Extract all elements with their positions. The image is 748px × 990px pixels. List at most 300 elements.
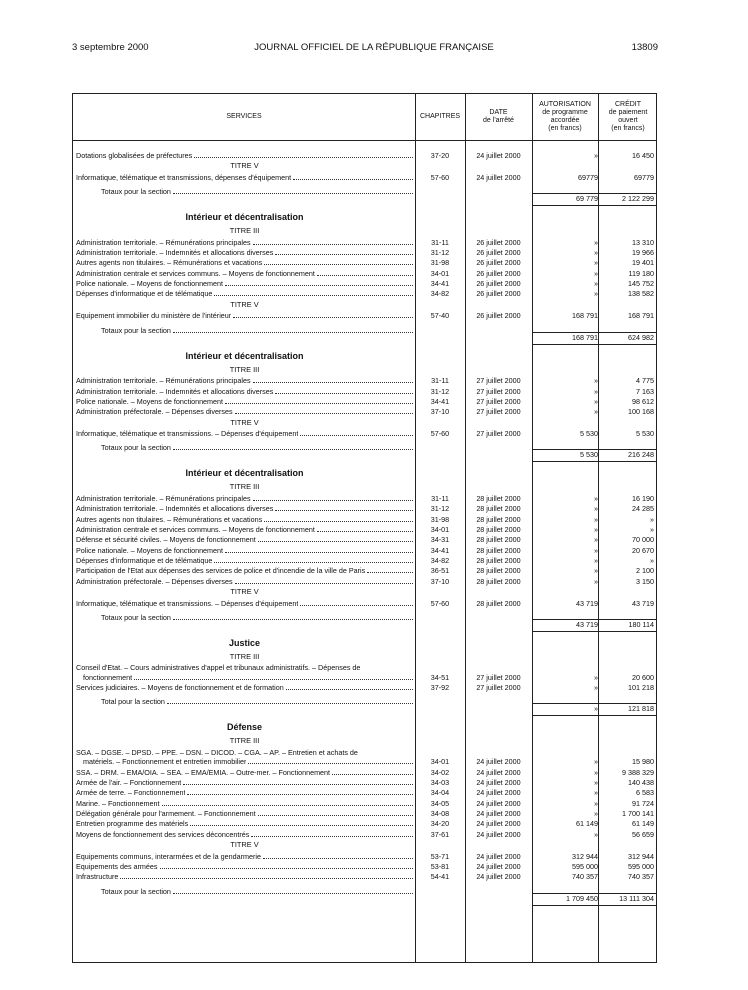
credit-amount: 140 438 (628, 778, 654, 787)
arrete-date: 24 juillet 2000 (476, 851, 521, 861)
service-text: Administration territoriale. – Indemnités et allocations diverses (76, 386, 274, 396)
service-label (76, 872, 413, 882)
credit-amount: 2 100 (636, 566, 654, 576)
credit-amount: 119 180 (628, 268, 654, 278)
chapter-number: 34-41 (430, 545, 450, 555)
service-label (76, 768, 413, 778)
credit-amount: 6 583 (636, 788, 654, 798)
service-text: Administration territoriale. – Rémunérations principales (76, 376, 251, 386)
block-divider (532, 205, 656, 206)
dot-leader (173, 887, 413, 894)
arrete-date: 28 juillet 2000 (476, 514, 521, 524)
service-label (76, 577, 413, 587)
arrete-date: 28 juillet 2000 (476, 545, 521, 555)
total-credit: 216 248 (628, 450, 654, 460)
dot-leader (286, 683, 413, 690)
service-label: Conseil d'Etat. – Cours administratives d'appel et tribunaux administratifs. – Dépenses de (76, 663, 361, 673)
credit-amount: » (650, 556, 654, 565)
credit-amount: 1 700 141 (622, 809, 654, 819)
total-text: Totaux pour la section (101, 443, 171, 453)
service-text: Dépenses d'informatique et de télématique (76, 289, 213, 299)
service-text: Dotations globalisées de préfectures (76, 151, 193, 160)
autorisation-amount: » (594, 545, 598, 555)
service-text: Moyens de fonctionnement des services déconcentrés (76, 829, 250, 839)
credit-amount: » (650, 524, 654, 534)
section-title: Intérieur et décentralisation (185, 350, 304, 361)
service-text: fonctionnement (83, 672, 133, 682)
block-divider (532, 461, 656, 462)
chapter-number: 37-10 (430, 407, 450, 417)
arrete-date: 26 juillet 2000 (476, 289, 521, 299)
autorisation-amount: » (594, 407, 598, 417)
arrete-date: 24 juillet 2000 (476, 788, 521, 798)
autorisation-amount: » (594, 576, 598, 586)
service-text: Informatique, télématique et transmissions, dépenses d'équipement (76, 172, 292, 182)
service-label (76, 799, 413, 809)
autorisation-amount: 595 000 (572, 861, 598, 871)
service-label (76, 862, 413, 872)
arrete-date: 26 juillet 2000 (476, 248, 521, 258)
service-text: Administration préfectorale. – Dépenses diverses (76, 576, 233, 586)
total-autorisation: 1 709 450 (566, 893, 598, 903)
dot-leader (173, 613, 413, 620)
credit-amount: 168 791 (628, 311, 654, 321)
credit-amount: 145 752 (628, 279, 654, 289)
autorisation-amount: » (594, 514, 598, 524)
arrete-date: 24 juillet 2000 (476, 809, 521, 819)
credits-table (72, 93, 657, 963)
service-text: Police nationale. – Moyens de fonctionnement (76, 279, 224, 289)
arrete-date: 24 juillet 2000 (476, 767, 521, 777)
autorisation-amount: » (594, 493, 598, 503)
service-text: Equipement immobilier du ministère de l'intérieur (76, 311, 232, 321)
titre-heading: TITRE III (229, 651, 260, 661)
service-label (76, 407, 413, 417)
service-label (76, 683, 413, 693)
arrete-date: 24 juillet 2000 (476, 829, 521, 839)
credit-amount: 70 000 (632, 535, 654, 545)
service-label (76, 397, 413, 407)
chapter-number: 31-98 (430, 258, 450, 268)
autorisation-amount: » (594, 829, 598, 839)
credit-amount: 61 149 (632, 819, 654, 829)
credit-amount: 740 357 (628, 872, 654, 882)
arrete-date: 28 juillet 2000 (476, 524, 521, 534)
credit-amount: 7 163 (636, 386, 654, 396)
credit-amount: 19 401 (632, 258, 654, 268)
autorisation-amount: » (594, 809, 598, 819)
autorisation-amount: 43 719 (576, 598, 598, 608)
titre-heading: TITRE III (229, 736, 260, 746)
chapter-number: 57-60 (430, 598, 450, 608)
credit-amount: 20 600 (632, 672, 654, 682)
section-total-label (101, 326, 413, 336)
chapter-number: 53-71 (430, 851, 450, 861)
arrete-date: 28 juillet 2000 (476, 493, 521, 503)
arrete-date: 24 juillet 2000 (476, 151, 521, 160)
arrete-date: 27 juillet 2000 (476, 386, 521, 396)
service-text: Equipements communs, interarmées et de la gendarmerie (76, 851, 261, 861)
chapter-number: 57-40 (430, 311, 450, 321)
service-text: Dépenses d'informatique et de télématique (76, 556, 213, 565)
dot-leader (253, 238, 413, 245)
arrete-date: 24 juillet 2000 (476, 757, 521, 767)
dot-leader (173, 326, 413, 333)
block-divider (532, 631, 656, 632)
credit-amount: 69779 (634, 172, 654, 182)
autorisation-amount: 61 149 (576, 819, 598, 829)
service-label-continued (83, 673, 413, 683)
service-label (76, 852, 413, 862)
arrete-date: 28 juillet 2000 (476, 535, 521, 545)
arrete-date: 28 juillet 2000 (476, 556, 521, 565)
service-text: Administration territoriale. – Indemnités et allocations diverses (76, 248, 274, 258)
chapter-number: 34-41 (430, 279, 450, 289)
column-header-date: DATE de l'arrêté (483, 109, 514, 124)
header-title: JOURNAL OFFICIEL DE LA RÉPUBLIQUE FRANÇAISE (254, 42, 494, 53)
total-credit: 180 114 (628, 619, 654, 629)
block-divider (532, 715, 656, 716)
autorisation-amount: 69779 (578, 172, 598, 182)
dot-leader (264, 258, 413, 265)
chapter-number: 34-41 (430, 396, 450, 406)
section-total-label (101, 697, 413, 707)
section-title: Intérieur et décentralisation (185, 212, 304, 223)
service-label (76, 151, 413, 161)
autorisation-amount: » (594, 767, 598, 777)
service-text: Administration centrale et services communs. – Moyens de fonctionnement (76, 524, 315, 534)
credit-amount: 24 285 (632, 504, 654, 514)
titre-heading: TITRE V (230, 840, 259, 850)
autorisation-amount: 168 791 (572, 311, 598, 321)
column-header-services: SERVICES (226, 113, 262, 120)
service-label (76, 546, 413, 556)
service-text: Participation de l'Etat aux dépenses des services de police et d'incendie de la ville de Paris (76, 566, 366, 576)
total-credit: 121 818 (628, 704, 654, 714)
credit-amount: 9 388 329 (622, 767, 654, 777)
dot-leader (134, 673, 413, 680)
service-label (76, 311, 413, 321)
chapter-number: 57-60 (430, 429, 450, 439)
credit-amount: 16 450 (632, 151, 654, 160)
dot-leader (258, 809, 413, 816)
dot-leader (264, 515, 413, 522)
service-label (76, 289, 413, 299)
chapter-number: 34-02 (430, 767, 450, 777)
dot-leader (225, 546, 413, 553)
dot-leader (214, 556, 413, 563)
titre-heading: TITRE V (230, 587, 259, 597)
dot-leader (173, 187, 413, 194)
total-text: Totaux pour la section (101, 325, 171, 335)
credit-amount: 5 530 (636, 429, 654, 439)
header-divider (73, 140, 656, 141)
dot-leader (263, 852, 413, 859)
chapter-number: 34-51 (430, 672, 450, 682)
chapter-number: 31-12 (430, 248, 450, 258)
total-text: Total pour la section (101, 697, 165, 707)
service-label (76, 556, 413, 566)
arrete-date: 26 juillet 2000 (476, 311, 521, 321)
autorisation-amount: » (594, 258, 598, 268)
dot-leader (275, 248, 413, 255)
autorisation-amount: 740 357 (572, 872, 598, 882)
arrete-date: 26 juillet 2000 (476, 268, 521, 278)
chapter-number: 37-92 (430, 683, 450, 693)
total-autorisation: 43 719 (576, 619, 598, 629)
arrete-date: 27 juillet 2000 (476, 683, 521, 693)
service-text: Police nationale. – Moyens de fonctionnement (76, 396, 224, 406)
section-total-label (101, 613, 413, 623)
arrete-date: 24 juillet 2000 (476, 778, 521, 787)
dot-leader (293, 173, 413, 180)
credit-amount: 98 612 (632, 396, 654, 406)
service-text: Infrastructure (76, 872, 119, 882)
dot-leader (275, 504, 413, 511)
dot-leader (317, 525, 413, 532)
arrete-date: 28 juillet 2000 (476, 598, 521, 608)
service-text: Armée de l'air. – Fonctionnement (76, 778, 182, 787)
total-credit: 2 122 299 (622, 194, 654, 204)
service-label (76, 599, 413, 609)
credit-amount: 19 966 (632, 248, 654, 258)
service-text: Equipements des armées (76, 861, 158, 871)
autorisation-amount: » (594, 248, 598, 258)
chapter-number: 34-82 (430, 556, 450, 565)
autorisation-amount: » (594, 535, 598, 545)
section-total-label (101, 443, 413, 453)
autorisation-amount: » (594, 524, 598, 534)
arrete-date: 24 juillet 2000 (476, 861, 521, 871)
chapter-number: 37-61 (430, 829, 450, 839)
autorisation-amount: » (594, 268, 598, 278)
arrete-date: 26 juillet 2000 (476, 237, 521, 247)
service-label (76, 248, 413, 258)
chapter-number: 34-05 (430, 798, 450, 808)
page-number: 13809 (631, 42, 658, 53)
credit-amount: » (650, 514, 654, 524)
service-label (76, 788, 413, 798)
service-label (76, 387, 413, 397)
arrete-date: 27 juillet 2000 (476, 429, 521, 439)
dot-leader (251, 830, 413, 837)
section-total-label (101, 887, 413, 897)
service-text: Entretien programme des matériels (76, 819, 189, 829)
service-label (76, 566, 413, 576)
chapter-number: 34-08 (430, 809, 450, 819)
service-text: Police nationale. – Moyens de fonctionnement (76, 545, 224, 555)
dot-leader (183, 778, 413, 785)
dot-leader (187, 788, 413, 795)
dot-leader (235, 577, 413, 584)
service-label (76, 778, 413, 788)
service-label (76, 525, 413, 535)
dot-leader (190, 819, 413, 826)
arrete-date: 27 juillet 2000 (476, 396, 521, 406)
service-label (76, 429, 413, 439)
chapter-number: 54-41 (430, 872, 450, 882)
total-text: Totaux pour la section (101, 886, 171, 896)
dot-leader (253, 494, 413, 501)
credit-amount: 20 670 (632, 545, 654, 555)
service-text: Informatique, télématique et transmissions. – Dépenses d'équipement (76, 598, 299, 608)
service-text: Administration préfectorale. – Dépenses diverses (76, 407, 233, 417)
total-autorisation: 5 530 (580, 450, 598, 460)
service-text: Administration territoriale. – Rémunérations principales (76, 237, 251, 247)
chapter-number: 34-31 (430, 535, 450, 545)
credit-amount: 56 659 (632, 829, 654, 839)
total-autorisation: 69 779 (576, 194, 598, 204)
service-label (76, 258, 413, 268)
section-total-label (101, 187, 413, 197)
dot-leader (225, 397, 413, 404)
arrete-date: 27 juillet 2000 (476, 376, 521, 386)
dot-leader (233, 311, 413, 318)
dot-leader (317, 269, 413, 276)
service-text: Administration centrale et services communs. – Moyens de fonctionnement (76, 268, 315, 278)
autorisation-amount: » (594, 683, 598, 693)
column-header-autorisation: AUTORISATION de programme accordée (en francs) (539, 101, 591, 132)
service-label-continued (83, 757, 413, 767)
dot-leader (253, 376, 413, 383)
dot-leader (162, 799, 414, 806)
service-text: SSA. – DRM. – EMA/OIA. – SEA. – EMA/EMIA. – Outre-mer. – Fonctionnement (76, 767, 331, 777)
chapter-number: 53-81 (430, 861, 450, 871)
arrete-date: 27 juillet 2000 (476, 672, 521, 682)
autorisation-amount: 312 944 (572, 851, 598, 861)
service-text: Défense et sécurité civiles. – Moyens de fonctionnement (76, 535, 256, 545)
autorisation-amount: » (594, 396, 598, 406)
service-text: Services judiciaires. – Moyens de fonctionnement et de formation (76, 683, 284, 693)
arrete-date: 28 juillet 2000 (476, 566, 521, 576)
chapter-number: 37-10 (430, 576, 450, 586)
arrete-date: 24 juillet 2000 (476, 872, 521, 882)
chapter-number: 34-01 (430, 268, 450, 278)
credit-amount: 91 724 (632, 798, 654, 808)
service-text: Informatique, télématique et transmissions. – Dépenses d'équipement (76, 429, 299, 439)
dot-leader (332, 768, 413, 775)
total-text: Totaux pour la section (101, 612, 171, 622)
dot-leader (160, 862, 413, 869)
header-date: 3 septembre 2000 (72, 42, 149, 53)
dot-leader (214, 289, 413, 296)
credit-amount: 43 719 (632, 598, 654, 608)
arrete-date: 24 juillet 2000 (476, 798, 521, 808)
autorisation-amount: 5 530 (580, 429, 598, 439)
section-title: Intérieur et décentralisation (185, 468, 304, 479)
autorisation-amount: » (594, 504, 598, 514)
service-text: Autres agents non titulaires. – Rémunérations et vacations (76, 258, 263, 268)
chapter-number: 34-20 (430, 819, 450, 829)
service-label (76, 819, 413, 829)
dot-leader (367, 566, 413, 573)
service-label: SGA. – DGSE. – DPSD. – PPE. – DSN. – DICOD. – CGA. – AP. – Entretien et achats de (76, 747, 358, 757)
service-label (76, 173, 413, 183)
chapter-number: 34-04 (430, 788, 450, 798)
credit-amount: 15 980 (632, 757, 654, 767)
autorisation-amount: » (594, 566, 598, 576)
service-text: matériels. – Fonctionnement et entretien immobilier (83, 757, 247, 767)
dot-leader (248, 757, 413, 764)
chapter-number: 36-51 (430, 566, 450, 576)
chapter-number: 34-03 (430, 778, 450, 787)
autorisation-amount: » (594, 556, 598, 565)
block-divider (532, 344, 656, 345)
credit-amount: 4 775 (636, 376, 654, 386)
service-label (76, 809, 413, 819)
total-credit: 624 982 (628, 332, 654, 342)
arrete-date: 24 juillet 2000 (476, 172, 521, 182)
dot-leader (225, 279, 413, 286)
autorisation-amount: » (594, 788, 598, 798)
credit-amount: 100 168 (628, 407, 654, 417)
autorisation-amount: » (594, 376, 598, 386)
autorisation-amount: » (594, 279, 598, 289)
dot-leader (300, 599, 413, 606)
titre-heading: TITRE III (229, 364, 260, 374)
section-title: Justice (228, 637, 261, 648)
service-text: Administration territoriale. – Indemnités et allocations diverses (76, 504, 274, 514)
titre-heading: TITRE III (229, 482, 260, 492)
chapter-number: 31-11 (431, 376, 449, 386)
service-label (76, 279, 413, 289)
chapter-number: 34-01 (430, 524, 450, 534)
service-label (76, 376, 413, 386)
total-text: Totaux pour la section (101, 187, 171, 197)
total-autorisation: 168 791 (572, 332, 598, 342)
dot-leader (300, 429, 413, 436)
chapter-number: 34-01 (430, 757, 450, 767)
credit-amount: 3 150 (636, 576, 654, 586)
service-label (76, 269, 413, 279)
chapter-number: 31-11 (431, 493, 449, 503)
titre-heading: TITRE V (230, 161, 259, 171)
chapter-number: 57-60 (430, 172, 450, 182)
autorisation-amount: » (594, 237, 598, 247)
titre-heading: TITRE III (229, 226, 260, 236)
autorisation-amount: » (594, 386, 598, 396)
autorisation-amount: » (594, 757, 598, 767)
service-label (76, 504, 413, 514)
titre-heading: TITRE V (230, 299, 259, 309)
credit-amount: 13 310 (632, 237, 654, 247)
service-text: Délégation générale pour l'armement. – Fonctionnement (76, 809, 256, 819)
dot-leader (167, 697, 413, 704)
dot-leader (275, 387, 413, 394)
credit-amount: 138 582 (628, 289, 654, 299)
service-label (76, 830, 413, 840)
arrete-date: 27 juillet 2000 (476, 407, 521, 417)
service-text: Marine. – Fonctionnement (76, 798, 160, 808)
autorisation-amount: » (594, 798, 598, 808)
service-label (76, 494, 413, 504)
chapter-number: 34-82 (430, 289, 450, 299)
column-header-credit: CRÉDIT de paiement ouvert (en francs) (608, 101, 648, 132)
chapter-number: 31-98 (430, 514, 450, 524)
arrete-date: 24 juillet 2000 (476, 819, 521, 829)
total-credit: 13 111 304 (619, 893, 654, 903)
autorisation-amount: » (594, 672, 598, 682)
titre-heading: TITRE V (230, 417, 259, 427)
autorisation-amount: » (594, 289, 598, 299)
total-autorisation: » (594, 704, 598, 714)
chapter-number: 31-12 (430, 504, 450, 514)
arrete-date: 28 juillet 2000 (476, 504, 521, 514)
dot-leader (120, 872, 413, 879)
dot-leader (173, 443, 413, 450)
chapter-number: 31-11 (431, 237, 449, 247)
autorisation-amount: » (594, 778, 598, 787)
